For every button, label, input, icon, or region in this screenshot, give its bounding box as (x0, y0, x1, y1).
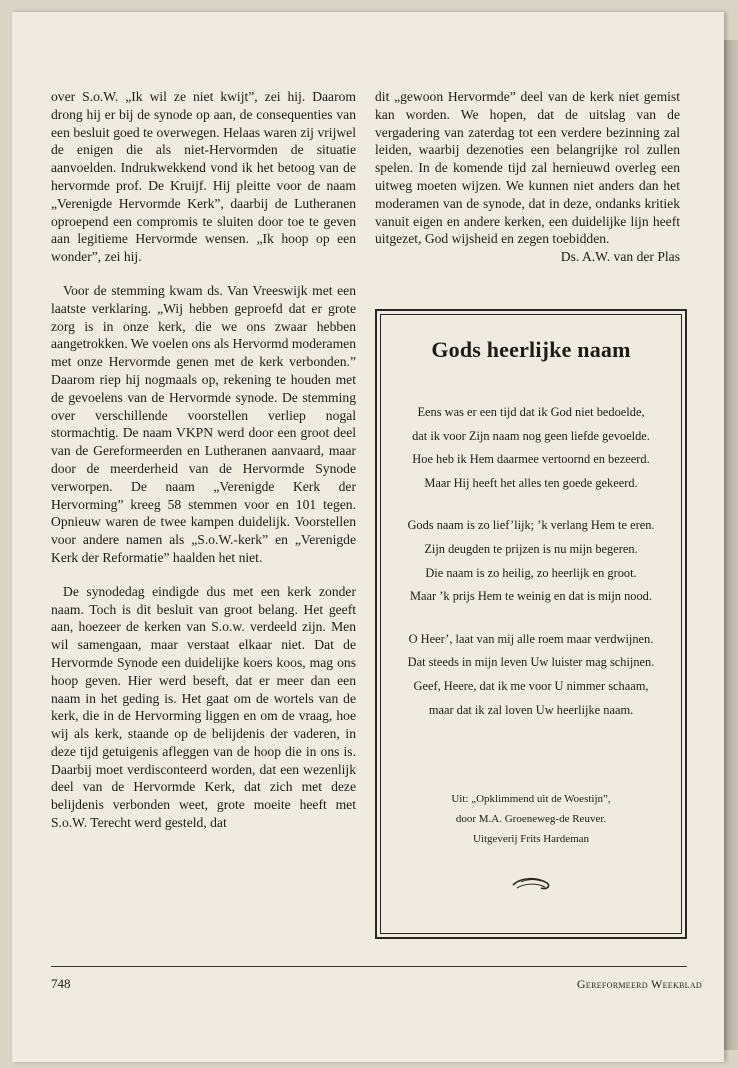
poem-line: Die naam is zo heilig, zo heerlijk en groot. (425, 565, 637, 580)
poem-line: Hoe heb ik Hem daarmee vertoornd en bezeerd. (412, 452, 650, 467)
next-page-edge (724, 40, 738, 1050)
paragraph-3: De synodedag eindigde dus met een kerk zonder naam. Toch is dit besluit van groot belang. Het geeft aan, hoezeer de kerken van S.o.w. verdeeld zijn. Men wil samengaan, maar verstaat elkaar niet. Dat de Hervormde Synode een duidelijke koers koos, mag ons hoop geven. Hier werd beseft, dat er meer dan een naam in het geding is. Het gaat om de wortels van de kerk, die in de Hervorming liggen en om de vraag, hoe wij als kerk, staande op de belijdenis der vaderen, in deze tijd getuigenis afleggen van de hoop die in ons is. Daarbij moet verdisconteerd worden, dat een wezenlijk deel van de Hervormde Kerk, dat zich met deze belijdenis verbonden weet, grote moeite heeft met S.o.W. Terecht werd gesteld, dat (51, 583, 356, 831)
credit-line: door M.A. Groeneweg-de Reuver. (455, 813, 607, 825)
poem-credit (381, 789, 681, 849)
poem-line: Geef, Heere, dat ik me voor U nimmer schaam, (413, 678, 649, 693)
poem-line: Gods naam is zo lief’lijk; ’k verlang Hem te eren. (407, 518, 655, 533)
paragraph-continuation: dit „gewoon Hervormde” deel van de kerk niet gemist kan worden. We hopen, dat de uitslag van de vergadering van zaterdag tot een verdere bezinning zal leiden, waarbij dezenoties een belangrijke rol zullen spelen. In de komende tijd zal hernieuwd overleg een uitweg moeten wijzen. We kunnen niet anders dan het moderamen van de synode, dat in deze, ondanks kritiek vanuit eigen en andere kerken, een duidelijke lijn heeft uitgezet, God wijsheid en zegen toebidden. (375, 89, 680, 247)
page-number: 748 (51, 976, 71, 991)
stanza-1 (381, 401, 681, 495)
credit-line: Uit: „Opklimmend uit de Woestijn”, (451, 793, 611, 805)
left-column (51, 88, 356, 832)
swash-ornament-icon (507, 871, 557, 895)
author-signature: Ds. A.W. van der Plas (560, 249, 680, 265)
paragraph-1: over S.o.W. „Ik wil ze niet kwijt”, zei hij. Daarom drong hij er bij de synode op aan, de consequenties van een besluit goed te overwegen. Helaas waren zij vrijwel de enigen die als niet-Hervormden de situatie aanvoelden. Indrukwekkend vond ik het betoog van de hervormde prof. De Kruijf. Hij pleitte voor de naam „Verenigde Hervormde Kerk”, daarbij de Lutheranen oproepend een compromis te sluiten door toe te geven aan legitieme Hervormde wensen. „Ik hoop op een wonder”, zei hij. (51, 89, 356, 265)
right-column (375, 88, 680, 266)
paragraph-2: Voor de stemming kwam ds. Van Vreeswijk met een laatste verklaring. „Wij hebben geproefd dat er grote zorg is in onze kerk, die we ons zwaar hebben aangetrokken. We voelen ons als Hervormd moderamen met onze Hervormde genen met de kerk verbonden.” Daarom riep hij nogmaals op, rekening te houden met de gevoelens van de Hervormde synode. De stemming over verschillende voorstellen verliep nogal stormachtig. De naam VKPN werd door een groot deel van de Gereformeerden en Lutheranen aanvaard, maar door de meerderheid van de Hervormde Synode verworpen. De naam „Verenigde Kerk der Hervorming” kreeg 58 stemmen voor en 101 tegen. Opnieuw waren de twee kampen duidelijk. Voorstellen voor andere namen als „S.o.W.-kerk” en „Verenigde Kerk der Reformatie” haalden het niet. (51, 282, 356, 565)
poem-line: maar dat ik zal loven Uw heerlijke naam. (428, 702, 634, 717)
poem-title: Gods heerlijke naam (431, 337, 631, 362)
poem-box (375, 309, 687, 939)
credit-line: Uitgeverij Frits Hardeman (472, 833, 590, 845)
poem-line: Maar Hij heeft het alles ten goede gekeerd. (424, 475, 638, 490)
poem-line: Dat steeds in mijn leven Uw luister mag schijnen. (407, 655, 655, 670)
publication-name: Gereformeerd Weekblad (576, 977, 702, 991)
poem-line: Eens was er een tijd dat ik God niet bedoelde, (417, 405, 645, 419)
poem-line: Zijn deugden te prijzen is nu mijn begeren. (424, 541, 638, 556)
footer-rule (51, 966, 687, 967)
stanza-2 (381, 514, 681, 608)
poem-line: Maar ’k prijs Hem te weinig en dat is mijn nood. (410, 589, 652, 604)
poem-line: O Heer’, laat van mij alle roem maar verdwijnen. (408, 631, 654, 646)
stanza-3 (381, 628, 681, 722)
poem-box-inner (380, 314, 682, 934)
poem-line: dat ik voor Zijn naam nog geen liefde gevoelde. (412, 428, 650, 443)
